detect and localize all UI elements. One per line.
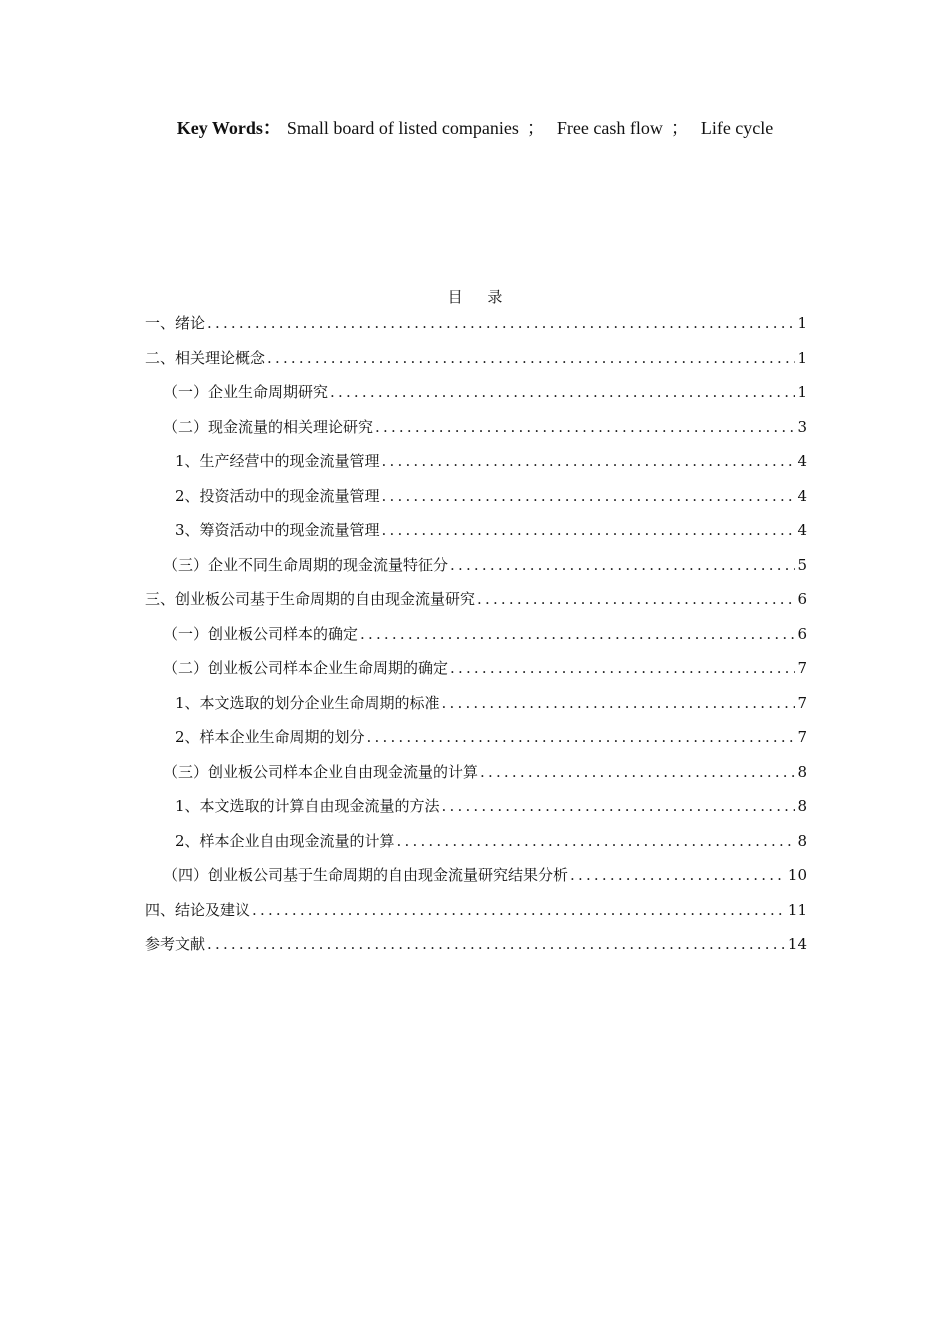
toc-leader-dots — [480, 759, 795, 785]
toc-leader-dots — [330, 379, 795, 405]
toc-leader-dots — [367, 724, 796, 750]
toc-entry-text: 参考文献 — [145, 935, 206, 953]
toc-entry[interactable] — [145, 724, 807, 759]
toc-entry-page: 7 — [797, 659, 807, 677]
toc-leader-dots — [252, 897, 786, 923]
toc-entry[interactable] — [145, 621, 807, 656]
toc-entry-text: 二、相关理论概念 — [145, 348, 266, 367]
toc-leader-dots — [397, 828, 796, 854]
toc-entry[interactable] — [145, 828, 807, 863]
toc-leader-dots — [570, 862, 786, 888]
keyword-item: Free cash flow — [556, 118, 663, 138]
keyword-separator: ； — [670, 118, 689, 138]
toc-leader-dots — [477, 586, 795, 612]
toc-entry[interactable] — [145, 345, 807, 380]
keyword-separator: ； — [526, 118, 545, 138]
toc-entry[interactable] — [145, 483, 807, 518]
toc-entry-page: 6 — [797, 624, 807, 643]
toc-leader-dots — [450, 552, 795, 578]
toc-entry[interactable] — [145, 862, 807, 897]
toc-entry-page: 4 — [797, 486, 807, 505]
toc-entry[interactable] — [145, 517, 807, 552]
toc-leader-dots — [450, 655, 795, 681]
toc-entry-page: 11 — [787, 900, 807, 919]
toc-entry[interactable] — [145, 414, 807, 449]
toc-entry-text: 2、样本企业自由现金流量的计算 — [175, 831, 395, 850]
toc-entry-page: 1 — [797, 383, 807, 401]
toc-entry-page: 1 — [797, 348, 807, 367]
table-of-contents — [145, 310, 807, 966]
toc-leader-dots — [382, 483, 796, 509]
toc-leader-dots — [382, 517, 796, 543]
toc-entry-text: （一）企业生命周期研究 — [163, 383, 329, 401]
toc-entry-page: 1 — [797, 314, 807, 332]
toc-leader-dots — [360, 621, 795, 647]
keyword-item: Life cycle — [700, 118, 774, 138]
toc-entry-text: 1、生产经营中的现金流量管理 — [175, 452, 380, 470]
toc-entry-page: 8 — [797, 762, 807, 781]
toc-leader-dots — [382, 448, 796, 474]
toc-entry[interactable] — [145, 897, 807, 932]
toc-leader-dots — [267, 345, 795, 371]
toc-entry-text: （四）创业板公司基于生命周期的自由现金流量研究结果分析 — [163, 866, 569, 884]
toc-entry-page: 7 — [797, 693, 807, 712]
toc-entry-text: （三）企业不同生命周期的现金流量特征分 — [163, 555, 449, 574]
toc-entry-page: 7 — [797, 728, 807, 746]
toc-entry-page: 10 — [787, 866, 807, 884]
toc-entry-page: 5 — [797, 555, 807, 574]
toc-entry[interactable] — [145, 379, 807, 414]
toc-entry-text: （三）创业板公司样本企业自由现金流量的计算 — [163, 762, 479, 781]
toc-entry-page: 4 — [797, 452, 807, 470]
keywords-line — [0, 114, 950, 140]
toc-entry[interactable] — [145, 552, 807, 587]
toc-entry[interactable] — [145, 931, 807, 966]
toc-leader-dots — [442, 793, 796, 819]
toc-entry-page: 4 — [797, 521, 807, 539]
toc-entry-text: （二）现金流量的相关理论研究 — [163, 417, 374, 436]
toc-entry-page: 6 — [797, 590, 807, 608]
toc-leader-dots — [207, 931, 786, 957]
toc-entry[interactable] — [145, 586, 807, 621]
toc-entry-page: 14 — [787, 935, 807, 953]
toc-entry-text: （一）创业板公司样本的确定 — [163, 624, 359, 643]
toc-entry[interactable] — [145, 448, 807, 483]
toc-entry[interactable] — [145, 690, 807, 725]
toc-entry-text: 2、投资活动中的现金流量管理 — [175, 486, 380, 505]
toc-entry[interactable] — [145, 310, 807, 345]
keyword-item: Small board of listed companies — [286, 118, 519, 138]
toc-entry[interactable] — [145, 793, 807, 828]
toc-leader-dots — [375, 414, 795, 440]
toc-title: 目 录 — [447, 288, 513, 306]
toc-entry-text: 三、创业板公司基于生命周期的自由现金流量研究 — [145, 590, 476, 608]
toc-leader-dots — [442, 690, 796, 716]
toc-entry[interactable] — [145, 655, 807, 690]
toc-entry-text: 3、筹资活动中的现金流量管理 — [175, 521, 380, 539]
toc-entry-page: 3 — [797, 417, 807, 436]
toc-entry-text: 1、本文选取的划分企业生命周期的标准 — [175, 693, 440, 712]
keywords-colon: ： — [262, 118, 281, 138]
toc-entry-text: （二）创业板公司样本企业生命周期的确定 — [163, 659, 449, 677]
keywords-label: Key Words — [176, 118, 263, 138]
toc-entry-text: 2、样本企业生命周期的划分 — [175, 728, 365, 746]
toc-entry-text: 四、结论及建议 — [145, 900, 251, 919]
toc-entry-page: 8 — [797, 831, 807, 850]
toc-leader-dots — [207, 310, 795, 336]
toc-entry-page: 8 — [797, 797, 807, 815]
toc-entry-text: 1、本文选取的计算自由现金流量的方法 — [175, 797, 440, 815]
toc-entry-text: 一、绪论 — [145, 314, 206, 332]
toc-entry[interactable] — [145, 759, 807, 794]
